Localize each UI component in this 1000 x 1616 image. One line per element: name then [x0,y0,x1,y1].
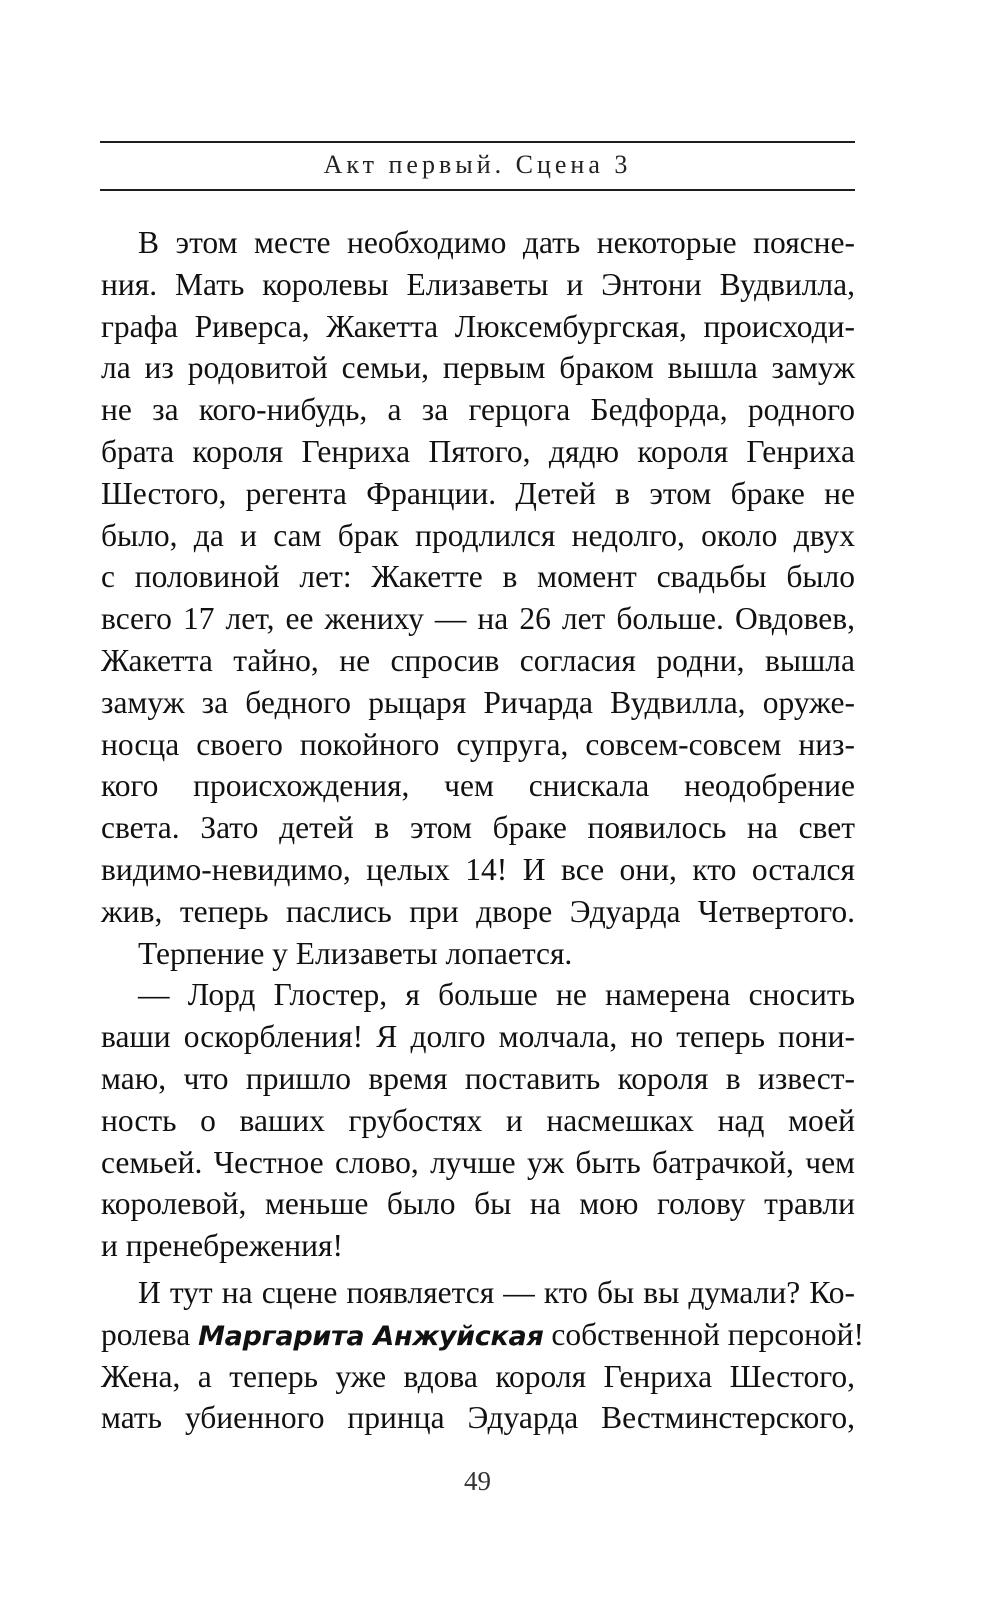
page-number: 49 [464,1466,491,1496]
text-line: кого происхождения, чем снискала неодобрение [101,768,855,804]
text-line: семьей. Честное слово, лучше уж быть батрачкой, чем [101,1144,855,1180]
text-line: Жена, а теперь уже вдова короля Генриха Шестого, [101,1358,855,1394]
text-line: Шестого, регента Франции. Детей в этом браке не [101,475,855,511]
text-line: не за кого-нибудь, а за герцога Бедфорда, родного [101,392,855,428]
running-head: Акт первый. Сцена 3 [323,150,632,179]
text-line: В этом месте необходимо дать некоторые поясне- [138,225,855,260]
text-line: маю, что пришло время поставить короля в извест- [101,1060,855,1096]
text-line: с половиной лет: Жакетте в момент свадьбы было [101,559,855,595]
character-name: Маргарита Анжуйская [198,1320,544,1352]
text-line: ла из родовитой семьи, первым браком вышла замуж [101,350,855,386]
text-line: всего 17 лет, ее жениху — на 26 лет больше. Овдовев, [101,601,855,637]
header-bottom-rule [100,189,855,191]
text-line: видимо-невидимо, целых 14! И все они, кто остался [101,851,855,887]
text-line: королевой, меньше было бы на мою голову травли [101,1186,855,1222]
text-fragment: собственной персоной! [543,1316,865,1352]
text-fragment: ролева [101,1316,199,1352]
text-line: было, да и сам брак продлился недолго, около двух [101,517,855,553]
text-line: графа Риверса, Жакетта Люксембургская, происходи- [101,308,855,344]
text-line: замуж за бедного рыцаря Ричарда Вудвилла, оруже- [101,684,855,720]
text-line: брата короля Генриха Пятого, дядю короля Генриха [101,433,855,469]
text-line: жив, теперь паслись при дворе Эдуарда Четвертого. [101,893,855,929]
text-line: ность о ваших грубостях и насмешках над моей [101,1102,855,1138]
text-line: ния. Мать королевы Елизаветы и Энтони Вудвилла, [101,266,855,302]
text-line: — Лорд Глостер, я больше не намерена сносить [138,977,855,1013]
text-line: мать убиенного принца Эдуарда Вестминстерского, [101,1400,855,1436]
text-line: и пренебрежения! [101,1228,343,1264]
text-line: носца своего покойного супруга, совсем-совсем низ- [101,726,855,762]
body-text [101,222,865,1439]
text-line: света. Зато детей в этом браке появилось на свет [101,810,855,846]
text-line: Терпение у Елизаветы лопается. [138,935,573,971]
text-line: Жакетта тайно, не спросив согласия родни, вышла [101,642,855,678]
text-line-with-name [101,1314,865,1356]
text-line: И тут на сцене появляется — кто бы вы думали? Ко- [138,1274,855,1310]
text-line: ваши оскорбления! Я долго молчала, но теперь пони- [101,1019,855,1055]
header-top-rule [100,141,855,143]
